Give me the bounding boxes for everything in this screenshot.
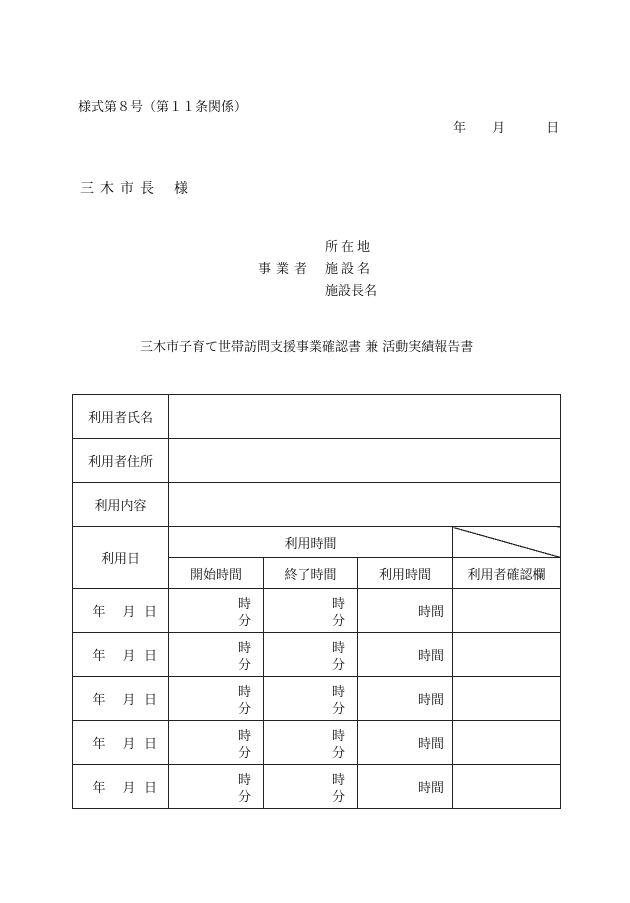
header-row-1 [73,527,561,558]
end-time-header: 終了時間 [264,558,358,589]
operator-label: 事業者 [258,262,313,277]
start-time-cell[interactable]: 時 分 [169,589,264,633]
duration-header: 利用時間 [358,558,453,589]
end-time-cell[interactable]: 時 分 [264,765,358,809]
usage-content-label: 利用内容 [73,483,169,527]
usage-date-cell[interactable]: 年 月 日 [73,765,169,809]
start-time-cell[interactable]: 時 分 [169,721,264,765]
usage-content-field[interactable] [169,483,561,527]
usage-date-header: 利用日 [73,527,169,589]
duration-cell[interactable]: 時間 [358,677,453,721]
address-label: 所在地 [325,240,374,255]
user-address-field[interactable] [169,439,561,483]
diagonal-blank-cell [453,527,561,558]
report-table [72,394,561,809]
start-time-cell[interactable]: 時 分 [169,633,264,677]
user-name-field[interactable] [169,395,561,439]
usage-date-cell[interactable]: 年 月 日 [73,677,169,721]
date-year-label: 年 [453,121,467,136]
start-time-cell[interactable]: 時 分 [169,765,264,809]
usage-date-cell[interactable]: 年 月 日 [73,633,169,677]
user-address-label: 利用者住所 [73,439,169,483]
submission-date [453,117,559,136]
user-name-row [73,395,561,439]
user-name-label: 利用者氏名 [73,395,169,439]
usage-date-cell[interactable]: 年 月 日 [73,589,169,633]
confirmation-cell[interactable] [453,677,561,721]
end-time-cell[interactable]: 時 分 [264,633,358,677]
confirmation-header: 利用者確認欄 [453,558,561,589]
confirmation-cell[interactable] [453,589,561,633]
form-number: 様式第８号（第１１条関係） [78,100,248,115]
director-name-label: 施設長名 [325,284,378,299]
start-time-cell[interactable]: 時 分 [169,677,264,721]
table-row [73,721,561,765]
duration-cell[interactable]: 時間 [358,589,453,633]
date-month-label: 月 [492,121,506,136]
usage-content-row [73,483,561,527]
addressee-honorific: 様 [174,181,188,197]
addressee-name: 三木市長 [80,181,160,197]
duration-cell[interactable]: 時間 [358,765,453,809]
facility-name-label: 施設名 [325,262,374,277]
table-row [73,765,561,809]
end-time-cell[interactable]: 時 分 [264,721,358,765]
end-time-cell[interactable]: 時 分 [264,677,358,721]
duration-cell[interactable]: 時間 [358,633,453,677]
confirmation-cell[interactable] [453,765,561,809]
confirmation-cell[interactable] [453,633,561,677]
addressee [80,178,188,198]
end-time-cell[interactable]: 時 分 [264,589,358,633]
start-time-header: 開始時間 [169,558,264,589]
user-address-row [73,439,561,483]
duration-cell[interactable]: 時間 [358,721,453,765]
table-row [73,677,561,721]
document-title: 三木市子育て世帯訪問支援事業確認書 兼 活動実績報告書 [140,340,474,355]
usage-time-group-header: 利用時間 [169,527,453,558]
confirmation-cell[interactable] [453,721,561,765]
date-day-label: 日 [546,121,560,136]
table-row [73,589,561,633]
table-row [73,633,561,677]
usage-date-cell[interactable]: 年 月 日 [73,721,169,765]
